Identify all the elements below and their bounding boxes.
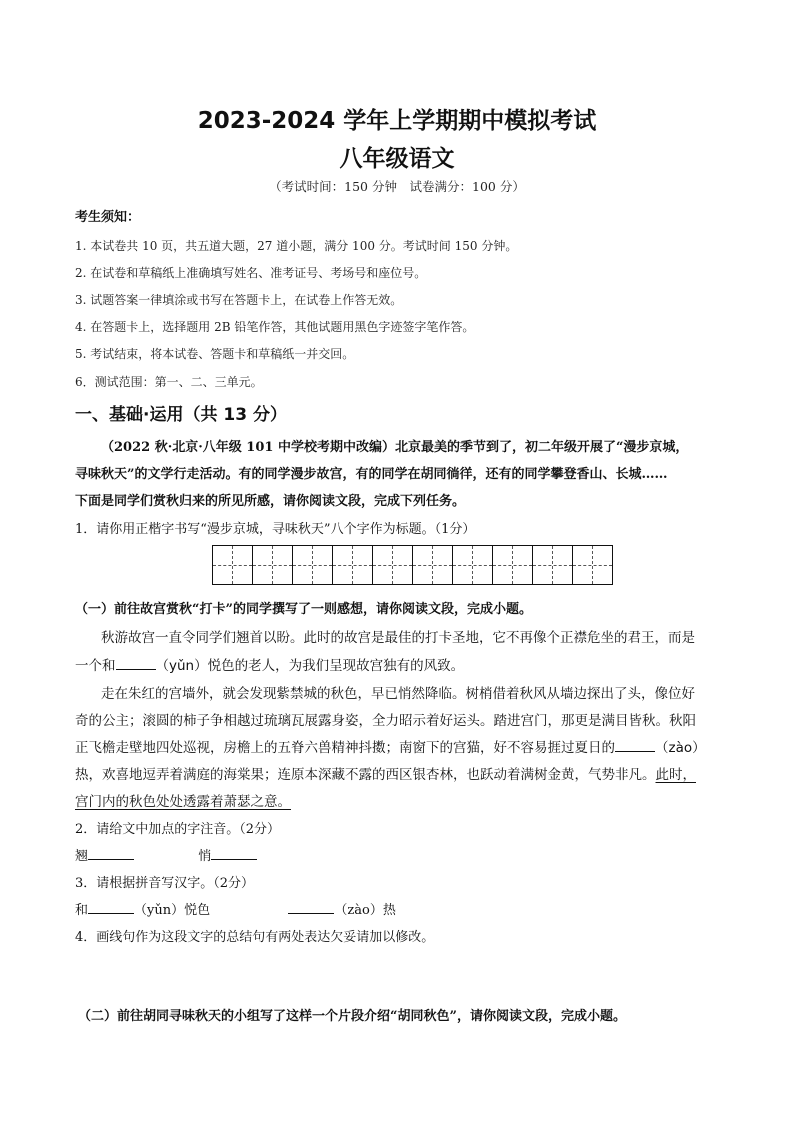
notice-heading: 考生须知： bbox=[75, 210, 141, 225]
paragraph-line bbox=[75, 654, 464, 674]
text-segment: 热，欢喜地逗弄着满庭的海棠果；连原本深藏不露的西区银杏林，也跃动着满树金黄，气势非凡。 bbox=[75, 767, 656, 783]
grid-cell[interactable] bbox=[373, 545, 413, 585]
intro-line: （2022 秋·北京·八年级 101 中学校考期中改编）北京最美的季节到了，初二年级开展了“漫步京城， bbox=[101, 440, 689, 455]
text-segment: 正飞檐走壁地四处巡视，房檐上的五脊六兽精神抖擞；南窗下的宫猫，好不容易捱过夏日的 bbox=[75, 740, 615, 756]
answer-blank[interactable] bbox=[615, 739, 655, 752]
intro-line: 寻味秋天”的文学行走活动。有的同学漫步故宫，有的同学在胡同徜徉，还有的同学攀登香山、长城…… bbox=[75, 467, 668, 482]
grid-cell[interactable] bbox=[453, 545, 493, 585]
q2-char: 翘 bbox=[75, 849, 89, 864]
grid-cell[interactable] bbox=[333, 545, 373, 585]
question-3-answers bbox=[75, 899, 396, 918]
text-segment: 一个和 bbox=[75, 658, 116, 674]
notice-item: 2. 在试卷和草稿纸上准确填写姓名、准考证号、考场号和座位号。 bbox=[75, 266, 427, 280]
notice-item: 5. 考试结束，将本试卷、答题卡和草稿纸一并交回。 bbox=[75, 347, 355, 361]
writing-grid[interactable] bbox=[212, 545, 613, 585]
part2-heading: （二）前往胡同寻味秋天的小组写了这样一个片段介绍“胡同秋色”，请你阅读文段，完成小题。 bbox=[78, 1009, 626, 1024]
underlined-sentence: 宫门内的秋色处处透露着萧瑟之意。 bbox=[75, 794, 291, 810]
notice-item: 3. 试题答案一律填涂或书写在答题卡上，在试卷上作答无效。 bbox=[75, 293, 403, 307]
text-segment: （zào）热 bbox=[334, 903, 396, 918]
grid-cell[interactable] bbox=[293, 545, 333, 585]
notice-item: 1. 本试卷共 10 页，共五道大题，27 道小题，满分 100 分。考试时间 150 分钟。 bbox=[75, 239, 518, 253]
grid-cell[interactable] bbox=[493, 545, 533, 585]
underlined-sentence: 此时， bbox=[655, 767, 696, 783]
exam-info: （考试时间：150 分钟 试卷满分：100 分） bbox=[269, 179, 525, 194]
grid-cell[interactable] bbox=[253, 545, 293, 585]
paragraph-line bbox=[75, 763, 696, 783]
answer-blank[interactable] bbox=[211, 847, 257, 860]
grid-cell[interactable] bbox=[573, 545, 613, 585]
section-heading: 一、基础·运用（共 13 分） bbox=[75, 405, 287, 425]
paragraph-line bbox=[75, 736, 706, 756]
notice-item: 4. 在答题卡上，选择题用 2B 铅笔作答，其他试题用黑色字迹签字笔作答。 bbox=[75, 320, 475, 334]
text-segment: （zào） bbox=[655, 740, 706, 756]
exam-title: 2023-2024 学年上学期期中模拟考试 bbox=[197, 108, 597, 134]
grid-cell[interactable] bbox=[213, 545, 253, 585]
answer-blank[interactable] bbox=[116, 657, 156, 670]
question-2-answers bbox=[75, 845, 257, 864]
intro-line: 下面是同学们赏秋归来的所见所感，请你阅读文段，完成下列任务。 bbox=[75, 494, 466, 509]
answer-blank[interactable] bbox=[88, 847, 134, 860]
answer-blank[interactable] bbox=[88, 901, 134, 914]
question-1: 1．请你用正楷字书写“漫步京城，寻味秋天”八个字作为标题。（1分） bbox=[75, 522, 476, 537]
grid-cell[interactable] bbox=[413, 545, 453, 585]
question-2: 2．请给文中加点的字注音。（2分） bbox=[75, 822, 281, 837]
part1-heading: （一）前往故宫赏秋“打卡”的同学撰写了一则感想，请你阅读文段，完成小题。 bbox=[75, 602, 532, 617]
paragraph-line: 秋游故宫一直令同学们翘首以盼。此时的故宫是最佳的打卡圣地，它不再像个正襟危坐的君王，而是 bbox=[101, 630, 695, 646]
text-segment: （yǔn）悦色的老人，为我们呈现故宫独有的风致。 bbox=[155, 658, 465, 674]
paragraph-line: 奇的公主；滚圆的柿子争相越过琉璃瓦展露身姿，全力昭示着好运头。踏进宫门，那更是满目皆秋。秋阳 bbox=[75, 713, 696, 729]
exam-subject: 八年级语文 bbox=[339, 146, 455, 172]
notice-item: 6．测试范围：第一、二、三单元。 bbox=[75, 375, 263, 389]
text-segment: 和 bbox=[75, 903, 89, 918]
grid-cell[interactable] bbox=[533, 545, 573, 585]
text-segment: （yǔn）悦色 bbox=[134, 903, 211, 918]
paragraph-line: 走在朱红的宫墙外，就会发现紫禁城的秋色，早已悄然降临。树梢借着秋风从墙边探出了头，像位好 bbox=[101, 686, 695, 702]
answer-blank[interactable] bbox=[288, 901, 334, 914]
q2-char: 悄 bbox=[198, 849, 212, 864]
question-4: 4．画线句作为这段文字的总结句有两处表达欠妥请加以修改。 bbox=[75, 930, 435, 945]
question-3: 3．请根据拼音写汉字。（2分） bbox=[75, 876, 255, 891]
